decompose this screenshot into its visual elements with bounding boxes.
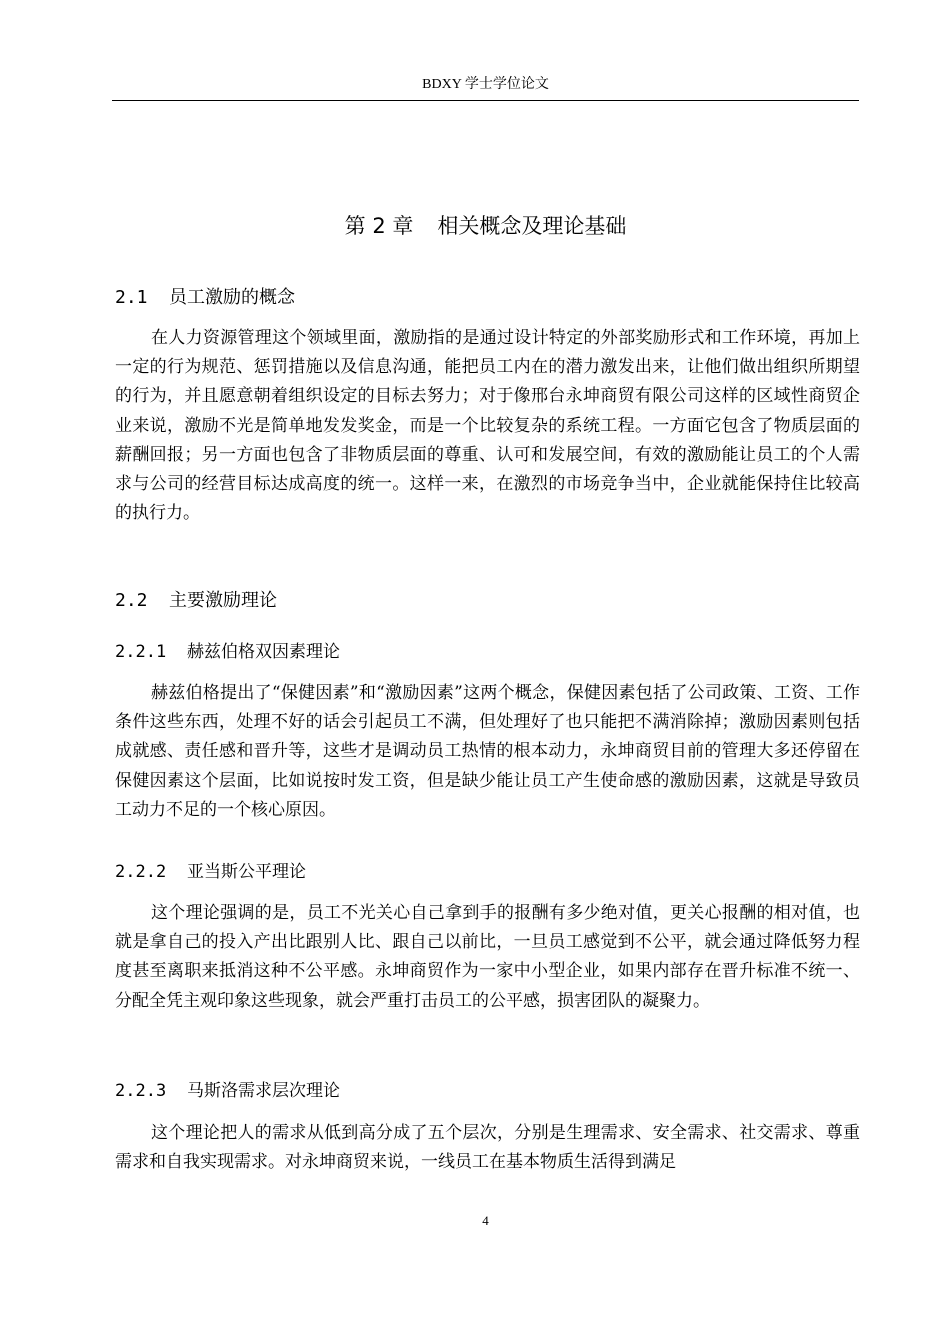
subsection-title: 赫兹伯格双因素理论 (187, 642, 340, 662)
chapter-title (112, 212, 859, 240)
paragraph-2-2-2: 这个理论强调的是，员工不光关心自己拿到手的报酬有多少绝对值，更关心报酬的相对值，也就是拿自己的投入产出比跟别人比、跟自己以前比，一旦员工感觉到不公平，就会通过降低努力程度甚至离职来抵消这种不公平感。永坤商贸作为一家中小型企业，如果内部存在晋升标准不统一、分配全凭主观印象这些现象，就会严重打击员工的公平感，损害团队的凝聚力。 (115, 903, 860, 1011)
subsection-number: 2.2.3 (115, 1081, 167, 1101)
header-rule (112, 100, 859, 101)
section-title: 员工激励的概念 (169, 287, 295, 308)
page-number: 4 (482, 1213, 489, 1228)
chapter-name: 相关概念及理论基础 (437, 214, 627, 238)
section-number: 2.2 (115, 590, 148, 611)
section-title: 主要激励理论 (169, 590, 277, 611)
paragraph-2-2-1: 赫兹伯格提出了“保健因素”和“激励因素”这两个概念，保健因素包括了公司政策、工资、工作条件这些东西，处理不好的话会引起员工不满，但处理好了也只能把不满消除掉；激励因素则包括成就感、责任感和晋升等，这些才是调动员工热情的根本动力，永坤商贸目前的管理大多还停留在保健因素这个层面，比如说按时发工资，但是缺少能让员工产生使命感的激励因素，这就是导致员工动力不足的一个核心原因。 (115, 683, 860, 820)
section-heading-2-1 (115, 286, 295, 310)
subsection-heading-2-2-2 (115, 860, 306, 884)
running-header: BDXY 学士学位论文 (422, 77, 549, 92)
subsection-heading-2-2-1 (115, 640, 340, 664)
subsection-number: 2.2.2 (115, 862, 167, 882)
paragraph-2-2-3: 这个理论把人的需求从低到高分成了五个层次，分别是生理需求、安全需求、社交需求、尊重需求和自我实现需求。对永坤商贸来说，一线员工在基本物质生活得到满足 (115, 1123, 860, 1173)
paragraph-2-1: 在人力资源管理这个领域里面，激励指的是通过设计特定的外部奖励形式和工作环境，再加上一定的行为规范、惩罚措施以及信息沟通，能把员工内在的潜力激发出来，让他们做出组织所期望的行为，并且愿意朝着组织设定的目标去努力；对于像邢台永坤商贸有限公司这样的区域性商贸企业来说，激励不光是简单地发发奖金，而是一个比较复杂的系统工程。一方面它包含了物质层面的薪酬回报；另一方面也包含了非物质层面的尊重、认可和发展空间，有效的激励能让员工的个人需求与公司的经营目标达成高度的统一。这样一来，在激烈的市场竞争当中，企业就能保持住比较高的执行力。 (115, 328, 860, 524)
subsection-title: 亚当斯公平理论 (187, 862, 306, 882)
subsection-number: 2.2.1 (115, 642, 167, 662)
section-number: 2.1 (115, 287, 148, 308)
section-heading-2-2 (115, 589, 277, 613)
subsection-title: 马斯洛需求层次理论 (187, 1081, 340, 1101)
chapter-number: 第 2 章 (344, 214, 414, 238)
subsection-heading-2-2-3 (115, 1079, 340, 1103)
